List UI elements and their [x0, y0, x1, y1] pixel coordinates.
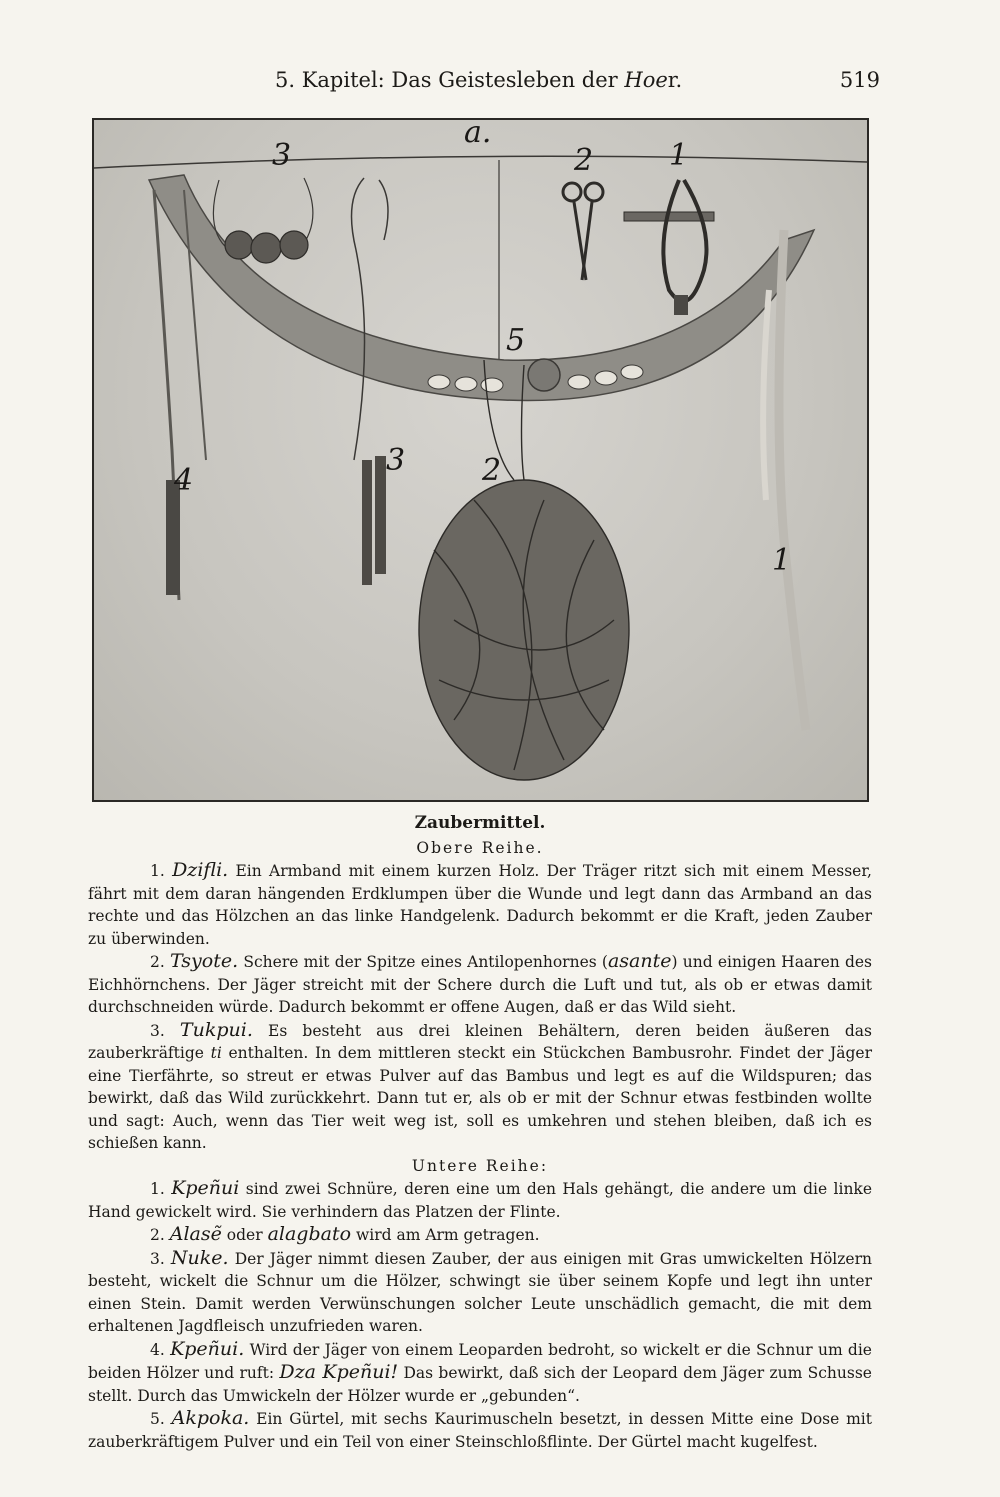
caption-text — [88, 812, 872, 1453]
dzifli-bracelet — [663, 180, 706, 301]
running-header — [275, 68, 880, 104]
earth-lump — [674, 295, 688, 315]
label-a: a. — [464, 120, 492, 150]
upper-item-3: 3. Tukpui. Es besteht aus drei kleinen Behältern, deren beiden äußeren das zauberkräftige ti enthalten. In dem mittleren steckt ein Stückchen Bambusrohr. Findet der Jäger eine Tierfährte, so streut er etwas Pulver auf das Bambus und legt es auf die Wildspuren; das bewirkt, daß das Wild zurückkehrt. Dann tut er, als ob er mit der Schnur etwas festbinden wollte und sagt: Auch, wenn das Tier weit weg ist, soll es umkehren und stehen bleiben, daß ich es schießen kann. — [88, 1018, 873, 1152]
belt-akpoka — [149, 175, 814, 401]
chapter-title: 5. Kapitel: Das Geistesleben der Hoer. — [275, 68, 683, 92]
lower-item-1: 1. Kpeñui sind zwei Schnüre, deren eine um den Hals gehängt, die andere um die linke Hand gewickelt wird. Sie verhindern das Platzen der Flinte. — [88, 1177, 872, 1221]
hanging-string — [94, 156, 867, 168]
kpenui-cord — [779, 230, 806, 730]
upper-item-2: 2. Tsyote. Schere mit der Spitze eines Antilopenhornes (asante) und einigen Haaren des Eichhörnchens. Der Jäger streicht mit der Schere durch die Luft und tut, als ob er etwas damit durchschneiden würde. Dadurch bekommt er offene Augen, daß er das Wild sieht. — [88, 950, 873, 1016]
upper-row-heading: Obere Reihe. — [416, 838, 544, 857]
photograph-zaubermittel — [92, 118, 869, 802]
nuke-sticks — [362, 456, 386, 585]
page-number: 519 — [839, 68, 880, 92]
label-3-lower: 3 — [386, 443, 406, 478]
tukpui-containers — [213, 178, 313, 263]
label-1-upper: 1 — [669, 138, 689, 173]
label-4: 4 — [174, 463, 194, 498]
lower-item-4: 4. Kpeñui. Wird der Jäger von einem Leoparden bedroht, so wickelt er die Schnur um die beiden Hölzer und ruft: Dza Kpeñui! Das bewirkt, daß sich der Leopard dem Jäger zum Schusse stellt. Durch das Umwickeln der Hölzer wurde er „gebunden“. — [88, 1337, 872, 1405]
lower-item-3: 3. Nuke. Der Jäger nimmt diesen Zauber, der aus einigen mit Gras umwickelten Hölzern besteht, wickelt die Schnur um die Hölzer, schwingt sie über seinem Kopfe und legt ihn unter einen Stein. Damit werden Verwünschungen solcher Leute unschädlich gemacht, die mit dem erhaltenen Jagdfleisch unzufrieden waren. — [88, 1246, 872, 1335]
lower-item-2: 2. Alasẽ oder alagbato wird am Arm getragen. — [150, 1223, 540, 1245]
photo-illustration — [94, 120, 867, 800]
scissors-tsyote — [563, 183, 603, 280]
label-3-upper: 3 — [272, 138, 292, 173]
powder-box — [528, 359, 560, 391]
label-1-lower: 1 — [772, 543, 792, 578]
label-2-lower: 2 — [482, 453, 502, 488]
string-3-lower — [352, 178, 365, 460]
caption-title: Zaubermittel. — [414, 813, 546, 833]
lower-item-5: 5. Akpoka. Ein Gürtel, mit sechs Kaurimuscheln besetzt, in dessen Mitte eine Dose mit zauberkräftigem Pulver und ein Teil von einer Steinschloßflinte. Der Gürtel macht kugelfest. — [88, 1407, 872, 1451]
label-5: 5 — [506, 323, 526, 358]
grass-bundle-alase — [419, 360, 629, 780]
label-2-upper: 2 — [574, 143, 594, 178]
upper-item-1: 1. Dzifli. Ein Armband mit einem kurzen Holz. Der Träger ritzt sich mit einem Messer, fährt mit dem daran hängenden Erdklumpen über die Wunde und legt dann das Armband an das rechte und das Hölzchen an das linke Handgelenk. Dadurch bekommt er die Kraft, jeden Zauber zu überwinden. — [88, 859, 872, 948]
lower-row-heading: Untere Reihe: — [411, 1156, 549, 1175]
